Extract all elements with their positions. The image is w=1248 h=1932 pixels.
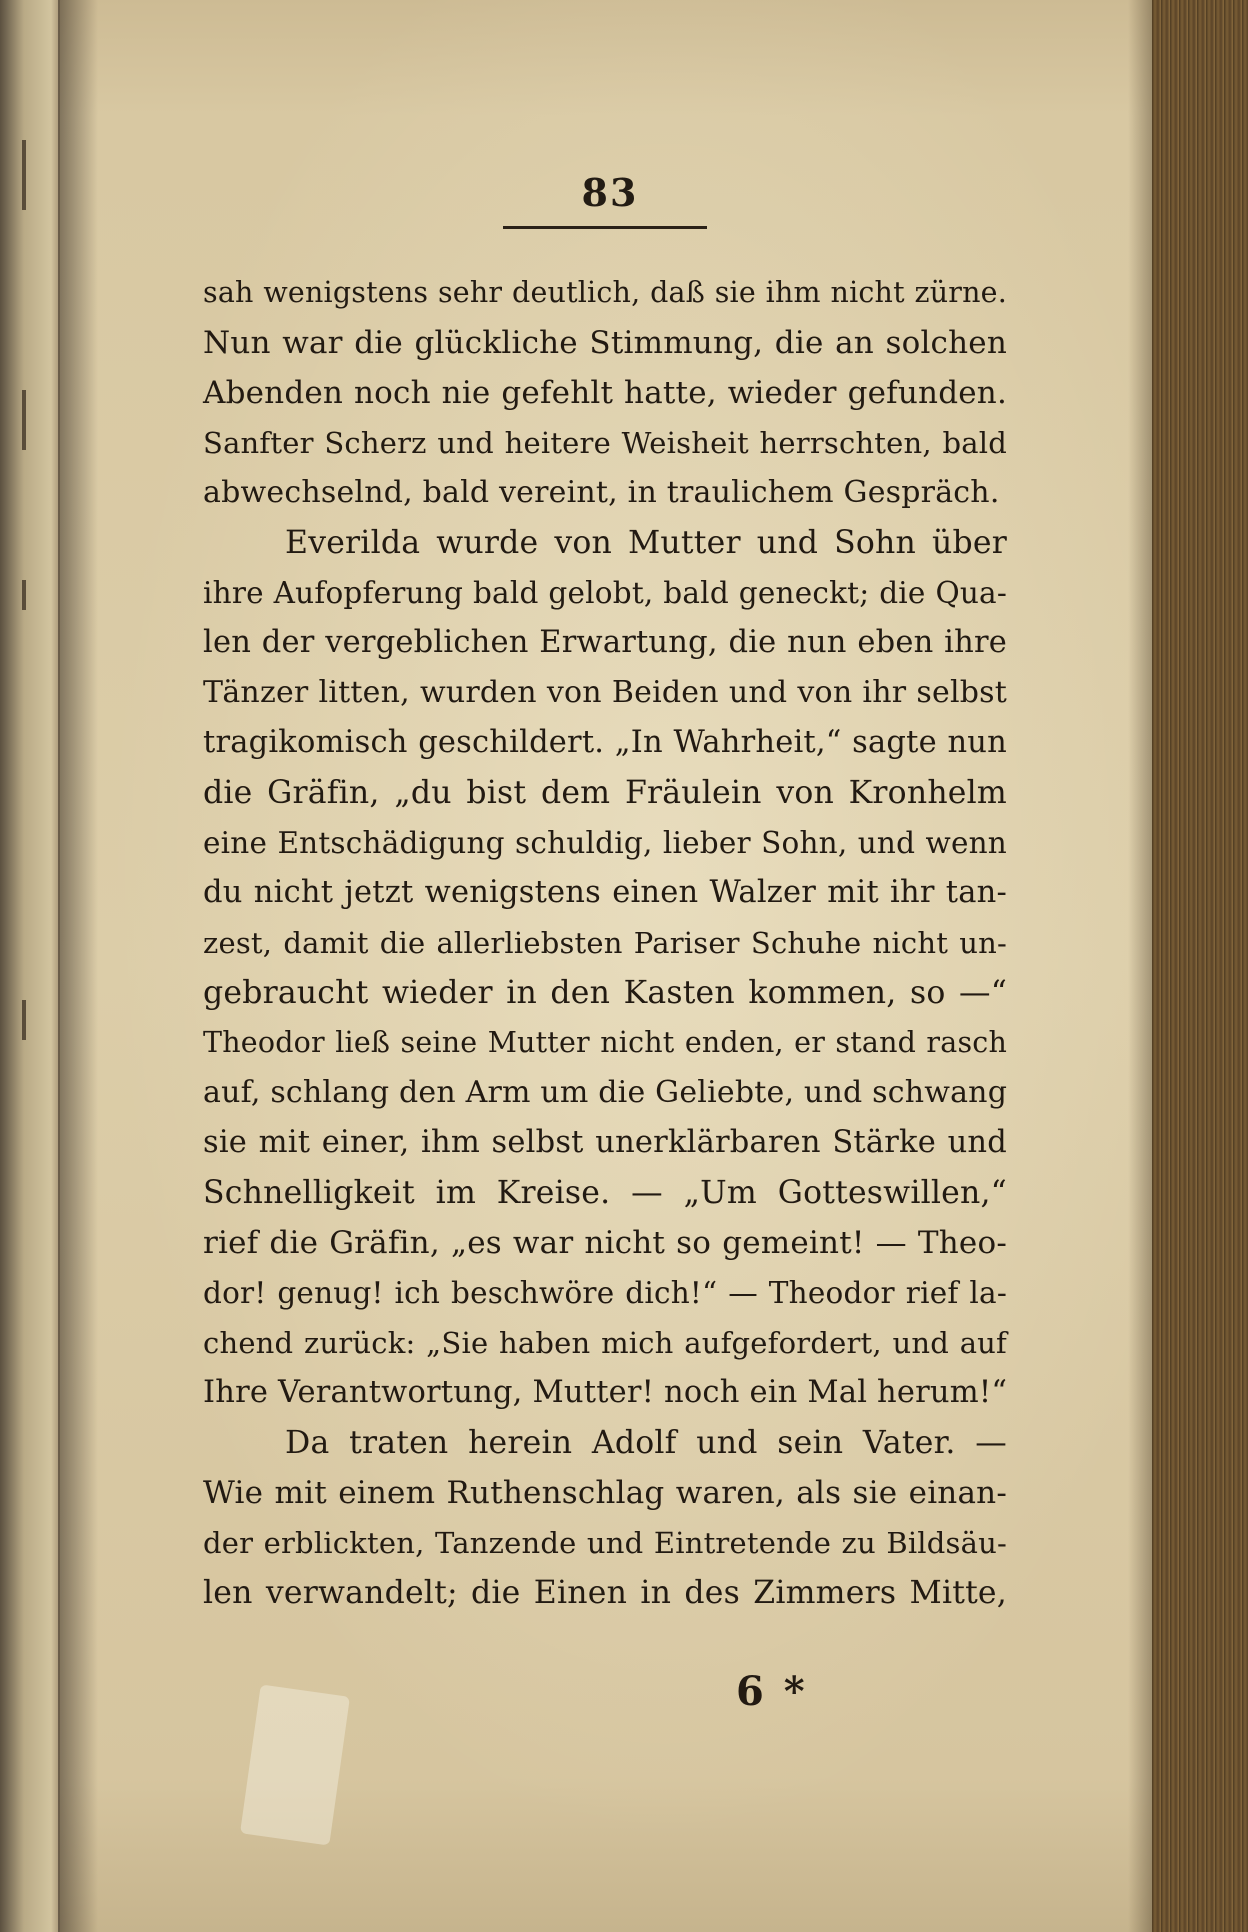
header-rule xyxy=(503,226,707,229)
text-line: Ihre Verantwortung, Mutter! noch ein Mal herum!“ xyxy=(203,1375,1008,1410)
text-line: rief die Gräfin, „es war nicht so gemeint! — Theo- xyxy=(203,1225,1007,1261)
paper-smudge xyxy=(240,1684,350,1845)
text-line: Everilda wurde von Mutter und Sohn über xyxy=(285,525,1007,561)
text-line: tragikomisch geschildert. „In Wahrheit,“ sagte nun xyxy=(203,725,1007,760)
text-line: sie mit einer, ihm selbst unerklärbaren Stärke und xyxy=(203,1125,1007,1160)
body-text xyxy=(203,268,1007,1618)
gutter-shadow xyxy=(58,0,98,1932)
text-line: len der vergeblichen Erwartung, die nun eben ihre xyxy=(203,625,1007,660)
text-line: Theodor ließ seine Mutter nicht enden, er stand rasch xyxy=(203,1026,1007,1059)
text-line: zest, damit die allerliebsten Pariser Schuhe nicht un- xyxy=(203,926,1007,960)
text-line: der erblickten, Tanzende und Eintretende zu Bildsäu- xyxy=(203,1526,1007,1560)
text-line: Nun war die glückliche Stimmung, die an solchen xyxy=(203,325,1007,361)
text-line: auf, schlang den Arm um die Geliebte, und schwang xyxy=(203,1075,1008,1110)
text-line: die Gräfin, „du bist dem Fräulein von Kronhelm xyxy=(203,775,1007,811)
text-line: Schnelligkeit im Kreise. — „Um Gotteswillen,“ xyxy=(203,1175,1007,1211)
text-line: eine Entschädigung schuldig, lieber Sohn, und wenn xyxy=(203,826,1007,860)
text-line: gebraucht wieder in den Kasten kommen, so —“ xyxy=(203,975,1007,1011)
page-number: 83 xyxy=(581,170,639,215)
adjacent-page-edge xyxy=(0,0,60,1932)
text-line: ihre Aufopferung bald gelobt, bald geneckt; die Qua- xyxy=(203,576,1007,610)
text-line: Tänzer litten, wurden von Beiden und von ihr selbst xyxy=(203,675,1007,710)
text-line: dor! genug! ich beschwöre dich!“ — Theodor rief la- xyxy=(203,1276,1007,1310)
text-line: Abenden noch nie gefehlt hatte, wieder gefunden. xyxy=(203,375,1007,411)
text-line: chend zurück: „Sie haben mich aufgefordert, und auf xyxy=(203,1326,1007,1360)
text-line: Sanfter Scherz und heitere Weisheit herrschten, bald xyxy=(203,426,1007,460)
ink-mark xyxy=(22,580,26,610)
text-line: Wie mit einem Ruthenschlag waren, als sie einan- xyxy=(203,1475,1007,1511)
text-line: sah wenigstens sehr deutlich, daß sie ihm nicht zürne. xyxy=(203,276,1007,309)
text-line: Da traten herein Adolf und sein Vater. — xyxy=(285,1425,1007,1461)
book-page xyxy=(60,0,1160,1932)
ink-mark xyxy=(22,1000,26,1040)
book-fore-edge xyxy=(1152,0,1248,1932)
ink-mark xyxy=(22,140,26,210)
printer-signature: 6 * xyxy=(736,1668,808,1715)
text-line: len verwandelt; die Einen in des Zimmers Mitte, xyxy=(203,1575,1007,1611)
text-line: du nicht jetzt wenigstens einen Walzer mit ihr tan- xyxy=(203,875,1007,910)
ink-mark xyxy=(22,390,26,450)
text-line: abwechselnd, bald vereint, in traulichem Gespräch. xyxy=(203,475,1000,510)
